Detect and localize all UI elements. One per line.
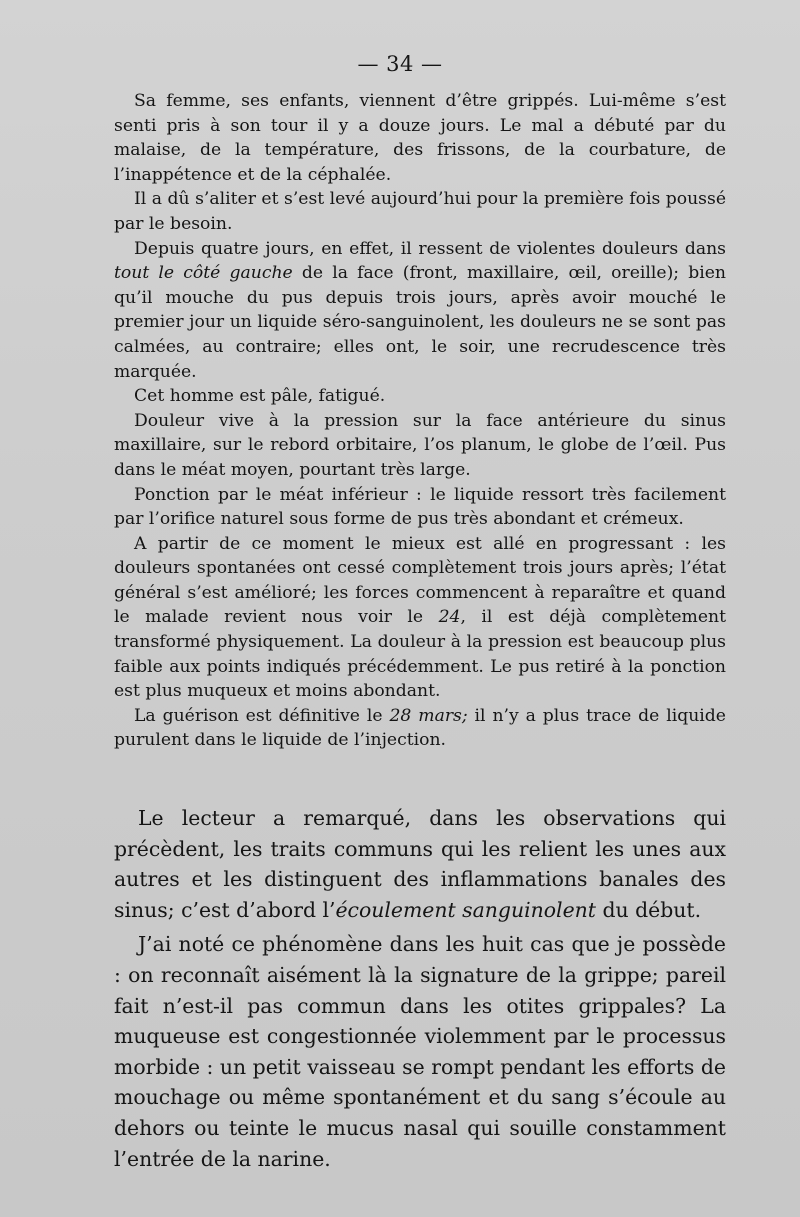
paragraph: A partir de ce moment le mieux est allé en progressant : les douleurs spontanées ont cessé complètement trois jours après; l’état général s’est amélioré; les forces commencent à reparaître et quand le malade revient nous voir le 24, il est déjà complètement transformé physiquement. La douleur à la pression est beaucoup plus faible aux points indiqués précédemment. Le pus retiré à la ponction est plus muqueux et moins abondant. bbox=[114, 533, 726, 702]
paragraph: Le lecteur a remarqué, dans les observations qui précèdent, les traits communs qui les relient les unes aux autres et les distinguent des inflammations banales des sinus; c’est d’abord l’écoulement sanguinolent du début. bbox=[114, 806, 726, 922]
commentary-text bbox=[114, 803, 726, 1174]
paragraph: Il a dû s’aliter et s’est levé aujourd’hui pour la première fois poussé par le besoin. bbox=[114, 189, 726, 234]
paragraph: Depuis quatre jours, en effet, il ressent de violentes douleurs dans tout le côté gauche de la face (front, maxillaire, œil, oreille); bien qu’il mouche du pus depuis trois jours, après avoir mouché le premier jour un liquide séro-sanguinolent, les douleurs ne se sont pas calmées, au contraire; elles ont, le soir, une recrudescence très marquée. bbox=[114, 238, 726, 382]
paragraph: La guérison est définitive le 28 mars; il n’y a plus trace de liquide purulent dans le liquide de l’injection. bbox=[114, 705, 726, 751]
italic-phrase: tout le côté gauche bbox=[114, 263, 293, 284]
paragraph: Douleur vive à la pression sur la face antérieure du sinus maxillaire, sur le rebord orbitaire, l’os planum, le globe de l’œil. Pus dans le méat moyen, pourtant très large. bbox=[114, 410, 726, 480]
paragraph: Ponction par le méat inférieur : le liquide ressort très facilement par l’orifice naturel sous forme de pus très abondant et crémeux. bbox=[114, 484, 726, 530]
page-number: — 34 — bbox=[357, 52, 443, 76]
italic-phrase: écoulement sanguinolent bbox=[335, 897, 596, 922]
italic-date: 24 bbox=[438, 607, 461, 628]
observation-text bbox=[114, 89, 726, 753]
italic-date: 28 mars; bbox=[389, 705, 468, 726]
paragraph: J’ai noté ce phénomène dans les huit cas que je possède : on reconnaît aisément là la signature de la grippe; pareil fait n’est-il pas commun dans les otites grippales? La muqueuse est congestionnée violemment par le processus morbide : un petit vaisseau se rompt pendant les efforts de mouchage ou même spontanément et du sang s’écoule au dehors ou teinte le mucus nasal qui souille constamment l’entrée de la narine. bbox=[114, 932, 726, 1171]
paragraph: Sa femme, ses enfants, viennent d’être grippés. Lui-même s’est senti pris à son tour il y a douze jours. Le mal a débuté par du malaise, de la température, des frissons, de la courbature, de l’inappétence et de la céphalée. bbox=[114, 91, 726, 185]
paragraph: Cet homme est pâle, fatigué. bbox=[134, 386, 386, 407]
